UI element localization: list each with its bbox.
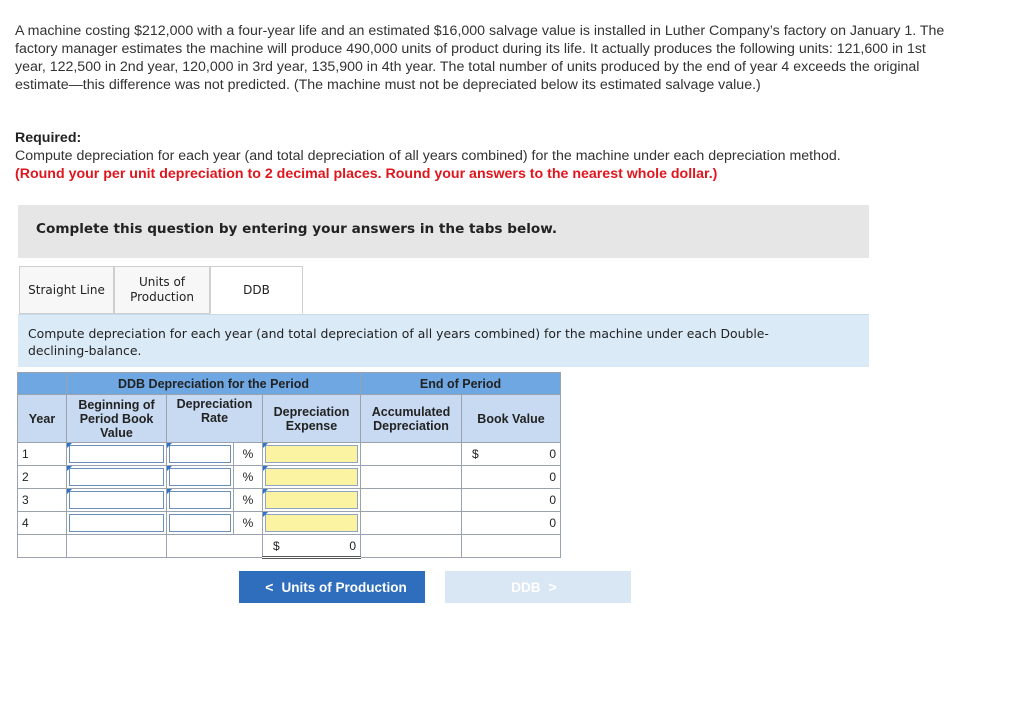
- required-text: Compute depreciation for each year (and total depreciation of all years combined) for the machine under each depreciation method.: [15, 148, 841, 164]
- ddb-table: [17, 372, 561, 559]
- table-row: [18, 443, 561, 466]
- header-blank: [18, 373, 67, 395]
- panel-text: Compute depreciation for each year (and total depreciation of all years combined) for the machine under each Double-declining-balance.: [28, 326, 769, 358]
- beginning-book-value-input[interactable]: [67, 512, 167, 535]
- book-value-cell: [462, 466, 561, 489]
- col-header-year: Year: [18, 395, 67, 443]
- book-value-amount: 0: [549, 470, 556, 484]
- next-tab-button[interactable]: [445, 571, 631, 603]
- col-header-accumulated: Accumulated Depreciation: [361, 395, 462, 443]
- chevron-right-icon: >: [548, 579, 557, 595]
- depreciation-rate-input[interactable]: [167, 466, 234, 489]
- depreciation-expense-input[interactable]: [263, 443, 361, 466]
- book-value-amount: 0: [549, 447, 556, 461]
- prev-button-label: Units of Production: [281, 579, 407, 595]
- year-cell: 4: [18, 512, 67, 535]
- table-row: [18, 489, 561, 512]
- required-heading: Required:: [15, 130, 82, 146]
- col-header-beginning: Beginning of Period Book Value: [67, 395, 167, 443]
- col-header-book-value: Book Value: [462, 395, 561, 443]
- total-row: [18, 535, 561, 558]
- total-beginning-cell: [67, 535, 167, 558]
- rounding-note: (Round your per unit depreciation to 2 decimal places. Round your answers to the nearest whole dollar.): [15, 166, 718, 182]
- depreciation-rate-input[interactable]: [167, 512, 234, 535]
- instruction-banner: [18, 205, 869, 258]
- tab-straight-line[interactable]: [19, 266, 114, 314]
- group-header-end: End of Period: [361, 373, 561, 395]
- percent-sign: %: [234, 489, 263, 512]
- instruction-text: Complete this question by entering your answers in the tabs below.: [36, 221, 558, 237]
- col-header-expense: Depreciation Expense: [263, 395, 361, 443]
- accumulated-depreciation-cell: [361, 489, 462, 512]
- col-header-rate: Depreciation Rate: [167, 395, 263, 443]
- accumulated-depreciation-cell: [361, 466, 462, 489]
- tab-label: Straight Line: [28, 282, 105, 297]
- tab-units-of-production[interactable]: [114, 266, 210, 314]
- tab-label: DDB: [243, 282, 270, 297]
- problem-statement: A machine costing $212,000 with a four-year life and an estimated $16,000 salvage value is installed in Luther Company’s factory on January 1. The factory manager estimates the machine will produce 490,000 units of product during its life. It actually produces the following units: 121,600 in 1st year, 122,500 in 2nd year, 120,000 in 3rd year, 135,900 in 4th year. The total number of units produced by the end of year 4 exceeds the original estimate—this difference was not predicted. (The machine must not be depreciated below its estimated salvage value.): [15, 23, 945, 93]
- book-value-cell: [462, 443, 561, 466]
- book-value-amount: 0: [549, 493, 556, 507]
- year-cell: 3: [18, 489, 67, 512]
- chevron-left-icon: <: [265, 579, 274, 595]
- table-row: [18, 512, 561, 535]
- beginning-book-value-input[interactable]: [67, 443, 167, 466]
- total-book-cell: [462, 535, 561, 558]
- tab-ddb[interactable]: [210, 266, 303, 314]
- total-rate-cell: [167, 535, 263, 558]
- beginning-book-value-input[interactable]: [67, 489, 167, 512]
- book-value-amount: 0: [549, 516, 556, 530]
- year-cell: 2: [18, 466, 67, 489]
- book-value-cell: [462, 489, 561, 512]
- tab-label: Units of Production: [130, 275, 194, 304]
- percent-sign: %: [234, 466, 263, 489]
- depreciation-expense-input[interactable]: [263, 489, 361, 512]
- prev-tab-button[interactable]: [239, 571, 425, 603]
- accumulated-depreciation-cell: [361, 512, 462, 535]
- group-header-ddb: DDB Depreciation for the Period: [67, 373, 361, 395]
- total-year-cell: [18, 535, 67, 558]
- total-accumulated-cell: [361, 535, 462, 558]
- depreciation-rate-input[interactable]: [167, 443, 234, 466]
- year-cell: 1: [18, 443, 67, 466]
- beginning-book-value-input[interactable]: [67, 466, 167, 489]
- total-expense-amount: 0: [349, 539, 356, 553]
- depreciation-expense-input[interactable]: [263, 466, 361, 489]
- total-depreciation-expense: [263, 535, 361, 558]
- percent-sign: %: [234, 443, 263, 466]
- book-value-cell: [462, 512, 561, 535]
- dollar-sign: $: [472, 447, 479, 461]
- tab-instruction-panel: [18, 314, 869, 367]
- accumulated-depreciation-cell: [361, 443, 462, 466]
- depreciation-rate-input[interactable]: [167, 489, 234, 512]
- next-button-label: DDB: [511, 579, 541, 595]
- percent-sign: %: [234, 512, 263, 535]
- dollar-sign: $: [273, 539, 280, 553]
- table-row: [18, 466, 561, 489]
- depreciation-expense-input[interactable]: [263, 512, 361, 535]
